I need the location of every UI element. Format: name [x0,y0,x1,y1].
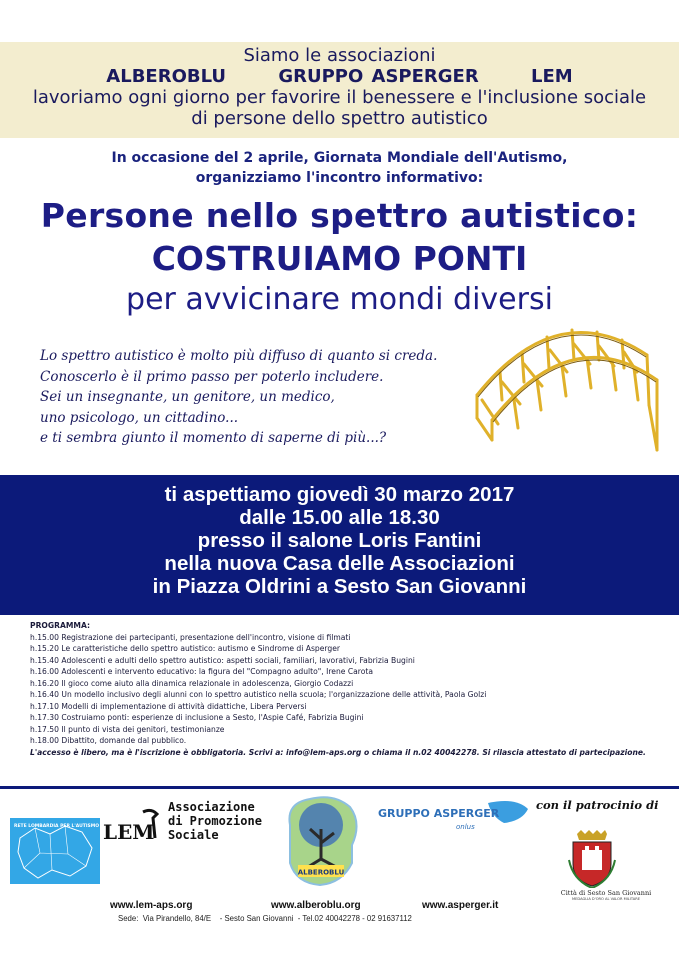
event-details-banner [0,475,679,615]
program-item: h.15.20 Le caratteristiche dello spettro autistico: autismo e Sindrome di Asperger [30,644,341,653]
url-asperger[interactable]: www.asperger.it [422,900,499,911]
url-lem[interactable]: www.lem-aps.org [110,900,193,911]
intro-line-1: Siamo le associazioni [243,45,436,66]
address-line: Sede: Via Pirandello, 84/E - Sesto San Giovanni - Tel.02 40042278 - 02 91637112 [118,914,412,923]
banner-location: in Piazza Oldrini a Sesto San Giovanni [152,575,527,598]
program-item: h.16.20 Il gioco come aiuto alla dinamica relazionale in adolescenza, Giorgio Codazzi [30,678,354,688]
title-line-1: Persone nello spettro autistico: [40,196,639,235]
intro-band [0,42,679,138]
intro-line-4: di persone dello spettro autistico [191,108,488,129]
association-alberoblu: ALBEROBLU [106,66,227,87]
alberoblu-logo [282,795,360,887]
association-gruppo-asperger: GRUPPO ASPERGER [278,66,479,87]
lem-description [168,800,262,842]
map-label: RETE LOMBARDIA PER L'AUTISMO [14,824,100,829]
program-item: h.16.40 Un modello inclusivo degli alunni con lo spettro autistico nella scuola; l'organizzazione delle attività, Paola Golzi [30,690,487,699]
banner-building: nella nuova Casa delle Associazioni [164,552,515,575]
occasion-text [0,148,679,188]
title-line-2: COSTRUIAMO PONTI [151,239,528,278]
description-line: uno psicologo, un cittadino... [40,409,239,426]
title-line-3: per avvicinare mondi diversi [126,282,553,317]
program-item: h.15.00 Registrazione dei partecipanti, presentazione dell'incontro, visione di filmati [30,632,351,642]
access-note: L'accesso è libero, ma è l'iscrizione è obbligatoria. Scrivi a: info@lem-aps.org o chiama il n.02 40042278. Si rilascia attestato di partecipazione. [30,747,646,757]
city-name: Città di Sesto San Giovanni [560,889,652,897]
program-item: h.15.40 Adolescenti e adulti dello spettro autistico: aspetti sociali, familiari, lavorativi, Fabrizia Bugini [30,655,415,665]
occasion-line-1: In occasione del 2 aprile, Giornata Mondiale dell'Autismo, [111,150,568,166]
asperger-onlus-text: onlus [456,823,475,831]
footer-divider [0,786,679,789]
asperger-logo-text: GRUPPO ASPERGER [378,807,500,820]
city-motto: MEDAGLIA D'ORO AL VALOR MILITARE [572,897,640,901]
description-line: Sei un insegnante, un genitore, un medico, [40,389,335,405]
gruppo-asperger-logo [376,799,531,837]
description-line: Lo spettro autistico è molto più diffuso di quanto si creda. [40,348,438,364]
description-line: Conoscerlo è il primo passo per poterlo includere. [40,368,384,385]
patrocinio-label: con il patrocinio di [536,798,659,812]
program-item: h.18.00 Dibattito, domande dal pubblico. [30,736,187,745]
rete-lombardia-map-logo [10,818,100,884]
program-item: h.17.30 Costruiamo ponti: esperienze di inclusione a Sesto, l'Aspie Café, Fabrizia Bugini [30,713,364,722]
occasion-line-2: organizziamo l'incontro informativo: [195,170,484,186]
program-section [30,620,660,758]
program-item: h.17.10 Modelli di implementazione di attività didattiche, Libera Perversi [30,701,307,711]
description [40,346,480,449]
association-names [0,66,679,87]
lem-name-line: Sociale [168,828,219,842]
intro-line-3: lavoriamo ogni giorno per favorire il benessere e l'inclusione sociale [32,87,647,108]
banner-time: dalle 15.00 alle 18.30 [239,506,440,529]
description-line: e ti sembra giunto il momento di saperne di più...? [40,430,387,446]
lem-logo-text: LEM [103,820,155,843]
association-lem: LEM [531,66,573,87]
bridge-illustration [462,300,667,460]
program-item: h.17.50 Il punto di vista dei genitori, testimonianze [30,724,225,734]
lem-logo [103,808,163,843]
program-item: h.16.00 Adolescenti e intervento educativo: la figura del "Compagno adulto", Irene Carota [30,667,374,676]
lem-name-line: Associazione [168,800,255,814]
program-heading: PROGRAMMA: [30,621,90,630]
city-crest-icon [567,830,617,888]
url-alberoblu[interactable]: www.alberoblu.org [271,900,361,911]
banner-date: ti aspettiamo giovedì 30 marzo 2017 [164,483,515,506]
banner-venue: presso il salone Loris Fantini [197,529,482,552]
lem-name-line: di Promozione [168,814,262,828]
alberoblu-logo-text: ALBEROBLU [297,868,345,877]
